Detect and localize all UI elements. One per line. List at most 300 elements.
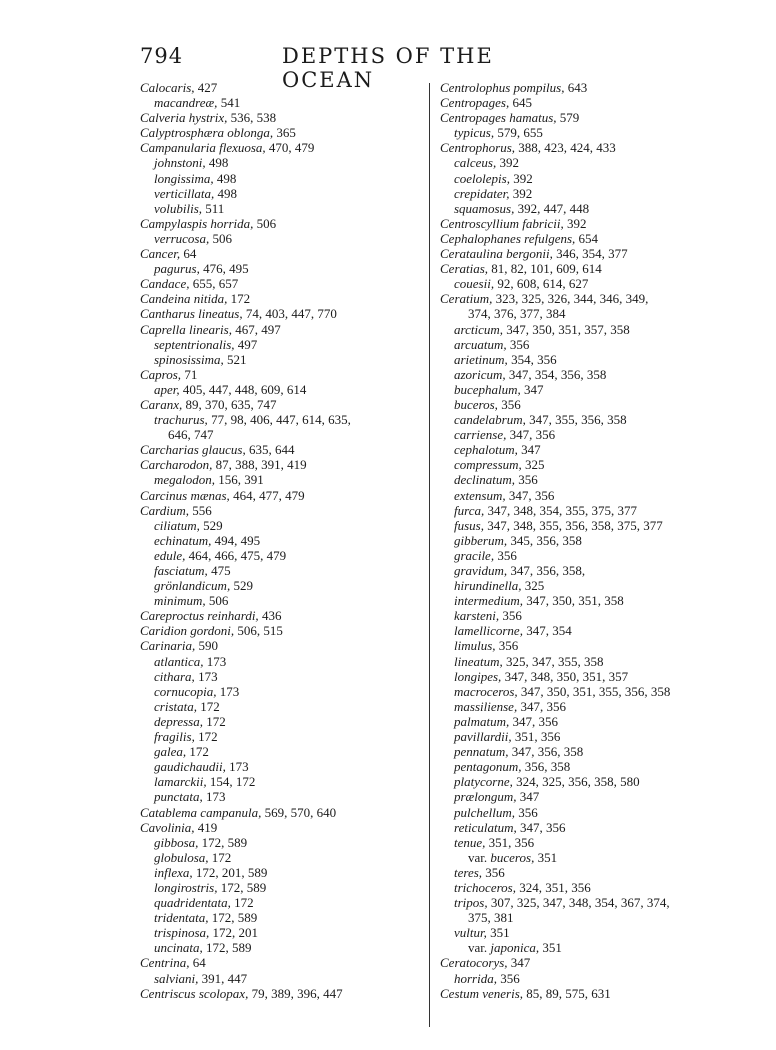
index-term: echinatum,	[154, 532, 212, 548]
index-term: aper,	[154, 381, 180, 397]
index-entry	[140, 442, 425, 457]
index-pages: 536, 538	[227, 110, 277, 126]
index-entry	[440, 442, 730, 457]
index-pages: 356	[515, 472, 538, 488]
index-pages: 494, 495	[211, 532, 261, 548]
index-term: fasciatum,	[154, 563, 208, 578]
index-pages: 81, 82, 101, 609, 614	[488, 261, 602, 277]
index-entry	[140, 986, 425, 1001]
index-entry	[140, 638, 425, 653]
index-term: macandreæ,	[154, 95, 218, 111]
index-pages: 497	[234, 336, 258, 352]
index-entry	[440, 608, 730, 623]
index-entry	[440, 850, 730, 865]
index-pages: 324, 325, 356, 358, 580	[512, 774, 640, 790]
index-term: depressa,	[154, 713, 203, 729]
index-variety-term: buceros,	[490, 849, 535, 865]
index-pages: 506	[253, 215, 277, 231]
index-term: Capros,	[140, 366, 182, 382]
index-pages: 590	[195, 638, 219, 654]
index-pages: 347, 350, 351, 358	[522, 593, 624, 609]
index-pages: 346, 354, 377	[552, 246, 628, 262]
index-entry	[440, 789, 730, 804]
index-variety-term: japonica,	[490, 940, 540, 956]
index-term: Ceratium,	[440, 291, 493, 307]
index-entry	[140, 80, 425, 95]
index-entry	[440, 638, 730, 653]
index-term: extensum,	[454, 487, 506, 503]
index-entry	[440, 865, 730, 880]
index-pages: 470, 479	[265, 140, 315, 156]
index-term: fusus,	[454, 517, 484, 533]
index-term: Cephalophanes refulgens,	[440, 230, 576, 246]
index-entry	[440, 427, 730, 442]
index-pages: 529	[199, 517, 223, 533]
index-term: Ceratias,	[440, 261, 489, 277]
index-pages: 64	[189, 955, 206, 971]
index-entry	[140, 457, 425, 472]
index-pages: 347, 348, 350, 351, 357	[501, 668, 629, 684]
index-entry	[440, 337, 730, 352]
index-pages: 498	[214, 185, 238, 201]
index-term: Ceratocorys,	[440, 955, 508, 971]
index-entry	[140, 880, 425, 895]
index-entry	[140, 276, 425, 291]
index-entry	[140, 140, 425, 155]
index-term: hirundinella,	[454, 578, 522, 594]
index-entry	[140, 533, 425, 548]
index-entry	[140, 155, 425, 170]
index-pages: 427	[194, 80, 218, 95]
index-pages: 392, 447, 448	[514, 200, 590, 216]
index-entry	[440, 955, 730, 970]
index-entry	[440, 880, 730, 895]
index-term: reticulatum,	[454, 819, 517, 835]
index-term: minimum,	[154, 593, 206, 609]
index-pages: 347, 356	[509, 713, 558, 729]
index-entry	[140, 95, 425, 110]
index-entry	[440, 171, 730, 186]
index-pages: 156, 391	[215, 472, 264, 488]
index-entry	[440, 593, 730, 608]
index-pages: 325	[521, 457, 545, 473]
index-entry	[140, 865, 425, 880]
index-term: intermedium,	[454, 593, 523, 609]
index-term: couesii,	[454, 276, 495, 292]
index-term: pavillardii,	[454, 729, 512, 745]
index-pages: 347	[517, 442, 541, 458]
index-term: lineatum,	[454, 653, 503, 669]
index-term: longissima,	[154, 170, 214, 186]
index-entry	[440, 563, 730, 578]
index-pages: 172	[196, 698, 220, 714]
index-term: cristata,	[154, 698, 197, 714]
index-term: Careproctus reinhardi,	[140, 608, 259, 624]
index-entry	[440, 518, 730, 533]
index-entry	[440, 457, 730, 472]
index-entry	[140, 759, 425, 774]
index-entry	[140, 110, 425, 125]
index-entry	[440, 322, 730, 337]
index-pages: 325	[521, 578, 545, 594]
index-entry	[140, 427, 425, 442]
index-term: Carcharias glaucus,	[140, 442, 246, 458]
index-term: compressum,	[454, 457, 522, 473]
index-pages: 356	[497, 396, 521, 412]
index-entry	[440, 971, 730, 986]
index-pages: 172	[208, 849, 232, 865]
index-term: bucephalum,	[454, 381, 521, 397]
index-entry	[440, 140, 730, 155]
index-pages: 356	[494, 547, 517, 563]
index-entry	[140, 699, 425, 714]
index-term: Calocaris,	[140, 80, 195, 95]
index-entry	[440, 925, 730, 940]
index-pages: 347, 356	[506, 427, 556, 443]
index-pages: 511	[202, 200, 225, 216]
index-pages: 392	[496, 155, 519, 171]
index-entry	[440, 548, 730, 563]
index-pages: 391, 447	[198, 970, 248, 986]
index-entry	[140, 231, 425, 246]
column-divider	[429, 83, 430, 1027]
index-term: limulus,	[454, 638, 496, 654]
index-term: gravidum,	[454, 563, 508, 578]
index-entry	[140, 382, 425, 397]
index-pages: 356	[499, 608, 522, 624]
index-pages: 556	[189, 502, 212, 518]
index-entry	[440, 201, 730, 216]
index-entry	[140, 684, 425, 699]
index-entry	[140, 850, 425, 865]
index-term: Calveria hystrix,	[140, 110, 228, 126]
index-term: quadridentata,	[154, 895, 231, 911]
index-pages: 654	[575, 230, 599, 246]
index-term: megalodon,	[154, 472, 216, 488]
index-term: squamosus,	[454, 200, 515, 216]
index-pages: 347, 356	[517, 698, 566, 714]
index-pages: 347, 354	[522, 623, 572, 639]
index-pages: 419	[194, 819, 218, 835]
index-term: galea,	[154, 744, 187, 760]
index-pages: 392	[563, 215, 587, 231]
index-pages: 87, 388, 391, 419	[212, 457, 307, 473]
index-column-right	[440, 80, 730, 1001]
index-term: Cancer,	[140, 246, 181, 262]
index-term: declinatum,	[454, 472, 516, 488]
index-entry	[440, 895, 730, 910]
index-term: Carcharodon,	[140, 457, 213, 473]
index-term: Cardium,	[140, 502, 189, 518]
index-entry	[440, 488, 730, 503]
index-pages: 356	[482, 864, 505, 880]
index-term: carriense,	[454, 427, 507, 443]
index-pages: 365	[273, 125, 296, 141]
index-entry	[140, 246, 425, 261]
index-pages: 635, 644	[245, 442, 295, 458]
index-entry	[440, 231, 730, 246]
index-term: crepidater,	[454, 185, 510, 201]
index-term: punctata,	[154, 789, 203, 805]
index-term: edule,	[154, 547, 186, 563]
index-entry	[140, 789, 425, 804]
index-pages: 173	[203, 653, 227, 669]
index-term: teres,	[454, 864, 483, 880]
index-entry	[140, 171, 425, 186]
index-entry	[140, 774, 425, 789]
index-pages: 64	[180, 246, 197, 262]
index-pages: 351	[486, 925, 510, 941]
index-entry	[140, 488, 425, 503]
index-pages: 506, 515	[234, 623, 283, 639]
index-pages: 74, 403, 447, 770	[242, 306, 337, 322]
index-entry	[140, 714, 425, 729]
index-pages: 172, 589	[202, 940, 252, 956]
index-term: grönlandicum,	[154, 578, 231, 594]
index-term: Centropages hamatus,	[440, 110, 557, 126]
index-entry	[440, 352, 730, 367]
index-term: spinosissima,	[154, 351, 224, 367]
index-term: Candace,	[140, 276, 190, 292]
index-term: septentrionalis,	[154, 336, 235, 352]
index-entry	[140, 412, 425, 427]
index-entry	[440, 623, 730, 638]
index-entry	[440, 759, 730, 774]
index-pages: 172, 201	[209, 925, 259, 941]
index-entry	[440, 472, 730, 487]
index-term: longipes,	[454, 668, 502, 684]
index-term: Cestum veneris,	[440, 985, 524, 1001]
index-pages: 655, 657	[189, 276, 239, 292]
index-entry	[440, 669, 730, 684]
index-entry	[440, 699, 730, 714]
index-entry	[140, 925, 425, 940]
index-pages: 498	[205, 155, 229, 171]
index-entry	[140, 623, 425, 638]
index-entry	[140, 291, 425, 306]
index-entry	[140, 805, 425, 820]
index-term: prælongum,	[454, 789, 517, 805]
index-entry	[140, 201, 425, 216]
index-pages: 172	[186, 744, 209, 760]
index-term: trachurus,	[154, 412, 208, 428]
index-pages: 347, 350, 351, 357, 358	[502, 321, 630, 337]
index-pages: 172	[203, 713, 226, 729]
index-entry	[140, 835, 425, 850]
index-pages: 347, 356	[505, 487, 555, 503]
index-pages: 347, 350, 351, 355, 356, 358	[517, 683, 671, 699]
index-entry	[440, 110, 730, 125]
index-pages: 323, 325, 326, 344, 346, 349,	[492, 291, 649, 307]
index-term: gibbosa,	[154, 834, 199, 850]
index-entry	[140, 578, 425, 593]
index-pages: 475	[207, 563, 231, 578]
index-term: Cavolinia,	[140, 819, 195, 835]
index-pages: 325, 347, 355, 358	[502, 653, 604, 669]
index-pages: 324, 351, 356	[515, 879, 591, 895]
index-term: gibberum,	[454, 532, 508, 548]
index-pages: 345, 356, 358	[507, 532, 582, 548]
index-entry	[140, 654, 425, 669]
index-term: verticillata,	[154, 185, 215, 201]
index-entry	[440, 367, 730, 382]
index-pages: 464, 477, 479	[229, 487, 305, 503]
index-entry	[140, 518, 425, 533]
index-entry	[440, 774, 730, 789]
index-entry	[140, 940, 425, 955]
index-entry	[440, 744, 730, 759]
index-term: Caridion gordoni,	[140, 623, 235, 639]
index-variety-pages: 351	[539, 940, 562, 956]
index-term: cithara,	[154, 668, 195, 684]
index-term: uncinata,	[154, 940, 203, 956]
index-term: Campanularia flexuosa,	[140, 140, 266, 156]
index-term: horrida,	[454, 970, 497, 986]
index-pages: 347	[516, 789, 540, 805]
index-term: karsteni,	[454, 608, 500, 624]
index-pages: 356	[496, 970, 520, 986]
index-term: arietinum,	[454, 351, 508, 367]
index-entry	[440, 80, 730, 95]
index-entry	[140, 729, 425, 744]
index-term: tridentata,	[154, 910, 209, 926]
index-pages: 392	[509, 170, 533, 186]
index-entry	[140, 669, 425, 684]
index-entry	[440, 125, 730, 140]
index-pages: var.	[468, 849, 491, 865]
index-term: palmatum,	[454, 713, 510, 729]
index-pages: 392	[509, 185, 533, 201]
index-term: candelabrum,	[454, 412, 526, 428]
index-pages: 347	[507, 955, 531, 971]
index-term: verrucosa,	[154, 230, 210, 246]
index-pages: 71	[181, 366, 198, 382]
index-pages: 529	[230, 578, 253, 594]
index-column-left	[140, 80, 425, 1001]
index-term: lamarckii,	[154, 774, 207, 790]
index-pages: 356	[495, 638, 519, 654]
index-pages: 354, 356	[507, 351, 557, 367]
index-pages: 374, 376, 377, 384	[468, 306, 566, 322]
index-entry	[440, 95, 730, 110]
index-term: tenue,	[454, 834, 486, 850]
index-entry	[440, 291, 730, 306]
index-term: Catablema campanula,	[140, 804, 262, 820]
index-entry	[440, 654, 730, 669]
index-entry	[440, 940, 730, 955]
index-pages: 172, 589	[208, 910, 258, 926]
index-term: calceus,	[454, 155, 497, 171]
index-term: Centrolophus pompilus,	[440, 80, 565, 95]
index-pages: 579	[556, 110, 580, 126]
index-pages: 506	[209, 230, 232, 246]
index-pages: 643	[564, 80, 588, 95]
index-pages: 347, 354, 356, 358	[505, 366, 607, 382]
index-pages: 172	[194, 729, 218, 745]
index-pages: 476, 495	[199, 261, 249, 277]
index-pages: 89, 370, 635, 747	[182, 396, 277, 412]
index-pages: 85, 89, 575, 631	[523, 985, 611, 1001]
index-term: Cerataulina bergonii,	[440, 246, 553, 262]
index-pages: 541	[217, 95, 241, 111]
index-pages: 92, 608, 614, 627	[494, 276, 589, 292]
index-pages: 173	[216, 683, 240, 699]
index-term: azoricum,	[454, 366, 506, 382]
index-term: gracile,	[454, 547, 495, 563]
index-term: Centrina,	[140, 955, 190, 971]
index-term: Carinaria,	[140, 638, 196, 654]
index-term: Cantharus lineatus,	[140, 306, 243, 322]
index-entry	[140, 367, 425, 382]
index-entry	[440, 261, 730, 276]
page-number: 794	[140, 44, 184, 68]
index-pages: 467, 497	[231, 321, 281, 337]
index-pages: 172, 589	[217, 879, 267, 895]
index-entry	[440, 155, 730, 170]
index-pages: 347, 356	[516, 819, 566, 835]
index-term: gaudichaudii,	[154, 759, 226, 775]
index-term: globulosa,	[154, 849, 209, 865]
index-entry	[140, 910, 425, 925]
index-pages: 436	[258, 608, 282, 624]
index-entry	[140, 971, 425, 986]
index-entry	[140, 955, 425, 970]
index-term: lamellicorne,	[454, 623, 523, 639]
index-term: pulchellum,	[454, 804, 516, 820]
index-pages: 506	[205, 593, 229, 609]
index-term: Candeina nitida,	[140, 291, 228, 307]
index-term: Centrophorus,	[440, 140, 515, 156]
index-pages: 498	[213, 170, 237, 186]
index-term: Carcinus mænas,	[140, 487, 230, 503]
index-term: johnstoni,	[154, 155, 206, 171]
index-term: Centropages,	[440, 95, 510, 111]
index-term: platycorne,	[454, 774, 513, 790]
index-pages: 375, 381	[468, 910, 514, 926]
index-term: buceros,	[454, 396, 498, 412]
index-entry	[440, 246, 730, 261]
index-entry	[440, 276, 730, 291]
index-entry	[440, 714, 730, 729]
index-pages: 172, 589	[198, 834, 248, 850]
index-pages: 173	[202, 789, 226, 805]
index-entry	[140, 261, 425, 276]
index-entry	[140, 352, 425, 367]
index-pages: 154, 172	[206, 774, 256, 790]
index-term: longirostris,	[154, 879, 218, 895]
index-term: pagurus,	[154, 261, 200, 277]
index-variety-pages: 351	[534, 849, 558, 865]
index-entry	[140, 337, 425, 352]
index-pages: 464, 466, 475, 479	[185, 547, 287, 563]
index-entry	[440, 986, 730, 1001]
index-term: cephalotum,	[454, 442, 518, 458]
index-entry	[440, 503, 730, 518]
index-term: Campylaspis horrida,	[140, 215, 254, 231]
index-entry	[440, 805, 730, 820]
index-term: trichoceros,	[454, 879, 516, 895]
index-entry	[440, 910, 730, 925]
index-pages: 351, 356	[511, 729, 561, 745]
index-term: volubilis,	[154, 200, 203, 216]
index-term: furca,	[454, 502, 485, 518]
index-term: fragilis,	[154, 729, 195, 745]
index-entry	[440, 382, 730, 397]
index-term: cornucopia,	[154, 683, 217, 699]
index-pages: var.	[468, 940, 491, 956]
index-pages: 347	[520, 381, 544, 397]
index-term: tripos,	[454, 895, 488, 911]
